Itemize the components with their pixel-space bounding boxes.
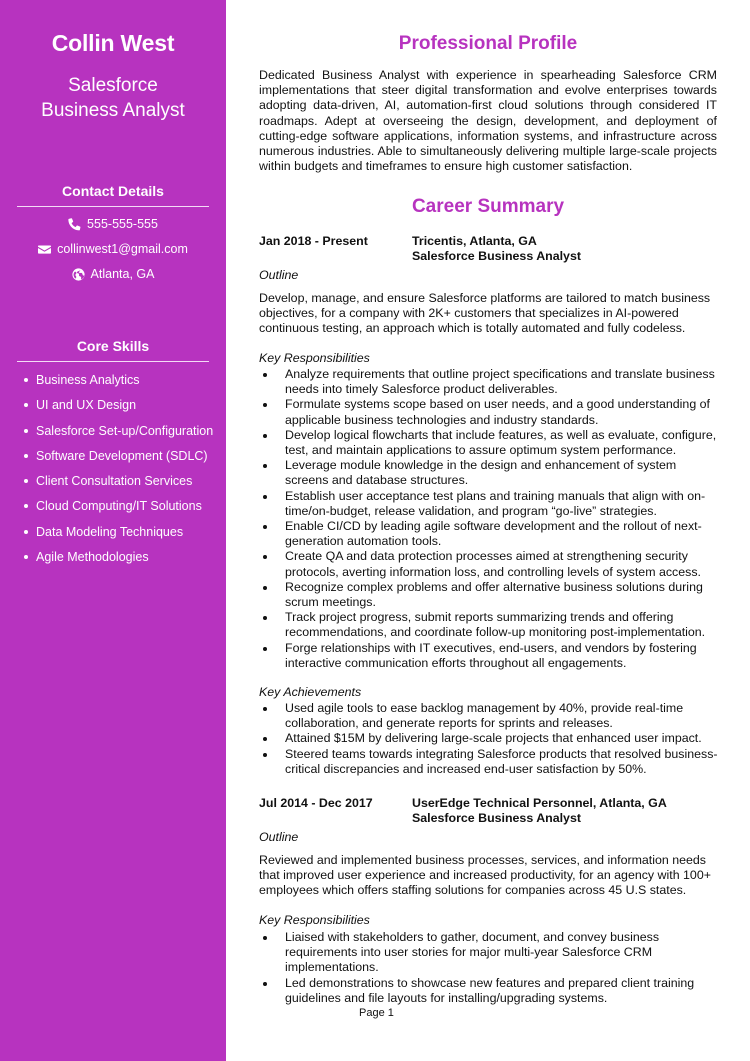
list-item: Salesforce Set-up/Configuration xyxy=(24,423,213,448)
candidate-title: Salesforce Business Analyst xyxy=(41,75,185,121)
list-item: Data Modeling Techniques xyxy=(24,524,213,549)
outline-label: Outline xyxy=(259,830,299,844)
bullet-icon xyxy=(263,555,267,559)
list-item: Create QA and data protection processes aimed at strengthening security protocols, averting information loss, and controlling levels of system access. xyxy=(259,549,719,579)
skills-list xyxy=(24,372,213,574)
bullet-icon xyxy=(24,378,28,382)
bullet-icon xyxy=(24,429,28,433)
bullet-icon xyxy=(263,525,267,529)
bullet-icon xyxy=(263,707,267,711)
page-number: Page 1 xyxy=(359,1007,394,1019)
bullet-icon xyxy=(263,936,267,940)
list-item: Track project progress, submit reports summarizing trends and offering recommendations, and coordinate follow-up monitoring post-implementation. xyxy=(259,610,719,640)
bullet-icon xyxy=(263,647,267,651)
list-item: Business Analytics xyxy=(24,372,213,397)
list-item: Recognize complex problems and offer alternative business solutions during scrum meetings. xyxy=(259,580,719,610)
list-item: Establish user acceptance test plans and training manuals that align with on-time/on-budget, release validation, and program “go-live” strategies. xyxy=(259,489,719,519)
contact-location xyxy=(0,267,226,281)
job-outline: Reviewed and implemented business processes, services, and information needs that improved user experience and increased productivity, for an agency with 100+ employees which offers staffing solutions for companies across 45 U.S states. xyxy=(259,853,711,898)
job-dates: Jan 2018 - Present xyxy=(259,234,368,248)
bullet-icon xyxy=(24,504,28,508)
responsibilities-list xyxy=(259,367,719,671)
list-item: Led demonstrations to showcase new features and prepared client training guidelines and file layouts for installing/upgrading systems. xyxy=(259,976,719,1006)
bullet-icon xyxy=(263,464,267,468)
location-text: Atlanta, GA xyxy=(90,267,155,281)
list-item: Software Development (SDLC) xyxy=(24,448,213,473)
job-company xyxy=(412,234,581,264)
job-outline: Develop, manage, and ensure Salesforce platforms are tailored to match business objectives, for a company with 2K+ customers that specializes in AI-powered continuous testing, an approach which is totally automated and fully codeless. xyxy=(259,291,711,336)
contact-heading: Contact Details xyxy=(17,183,209,207)
phone-text: 555-555-555 xyxy=(87,217,158,231)
job-role: Salesforce Business Analyst xyxy=(412,811,581,826)
bullet-icon xyxy=(24,403,28,407)
bullet-icon xyxy=(263,495,267,499)
list-item: Forge relationships with IT executives, end-users, and vendors by fostering interactive communication efforts throughout all engagements. xyxy=(259,641,719,671)
responsibilities-label: Key Responsibilities xyxy=(259,351,370,365)
company-name: UserEdge Technical Personnel, Atlanta, GA xyxy=(412,796,667,810)
job-dates: Jul 2014 - Dec 2017 xyxy=(259,796,373,810)
company-name: Tricentis, Atlanta, GA xyxy=(412,234,537,248)
contact-email xyxy=(0,242,226,256)
globe-icon xyxy=(72,268,85,281)
job-company xyxy=(412,796,667,826)
contact-phone xyxy=(0,217,226,231)
skills-heading: Core Skills xyxy=(17,338,209,362)
email-text: collinwest1@gmail.com xyxy=(57,242,188,256)
list-item: Analyze requirements that outline project specifications and translate business needs into timely Salesforce product deliverables. xyxy=(259,367,719,397)
bullet-icon xyxy=(263,753,267,757)
list-item: Liaised with stakeholders to gather, document, and convey business requirements into user stories for major multi-year Salesforce CRM implementations. xyxy=(259,930,719,976)
profile-heading: Professional Profile xyxy=(398,33,578,54)
bullet-icon xyxy=(263,434,267,438)
outline-label: Outline xyxy=(259,268,299,282)
bullet-icon xyxy=(263,982,267,986)
list-item: Leverage module knowledge in the design and enhancement of system screens and database structures. xyxy=(259,458,719,488)
bullet-icon xyxy=(24,530,28,534)
bullet-icon xyxy=(263,737,267,741)
list-item: Client Consultation Services xyxy=(24,473,213,498)
list-item: Attained $15M by delivering large-scale projects that enhanced user impact. xyxy=(259,731,719,746)
bullet-icon xyxy=(24,555,28,559)
sidebar xyxy=(0,0,226,1061)
candidate-name: Collin West xyxy=(51,30,175,56)
envelope-icon xyxy=(38,243,51,256)
bullet-icon xyxy=(263,616,267,620)
bullet-icon xyxy=(263,373,267,377)
list-item: Develop logical flowcharts that include features, as well as evaluate, configure, test, and maintain applications to assure optimum system performance. xyxy=(259,428,719,458)
phone-icon xyxy=(68,218,81,231)
achievements-label: Key Achievements xyxy=(259,685,362,699)
bullet-icon xyxy=(263,586,267,590)
list-item: Enable CI/CD by leading agile software development and the rollout of next-generation automation tools. xyxy=(259,519,719,549)
bullet-icon xyxy=(263,403,267,407)
career-heading: Career Summary xyxy=(411,196,565,217)
bullet-icon xyxy=(24,454,28,458)
job-role: Salesforce Business Analyst xyxy=(412,249,581,264)
list-item: Cloud Computing/IT Solutions xyxy=(24,498,213,523)
list-item: Agile Methodologies xyxy=(24,549,213,574)
bullet-icon xyxy=(24,479,28,483)
achievements-list xyxy=(259,701,719,777)
list-item: Steered teams towards integrating Salesforce products that resolved business-critical discrepancies and increased end-user satisfaction by 50%. xyxy=(259,747,719,777)
list-item: Formulate systems scope based on user needs, and a good understanding of applicable business technologies and industry standards. xyxy=(259,397,719,427)
responsibilities-list xyxy=(259,930,719,1006)
list-item: Used agile tools to ease backlog management by 40%, provide real-time collaboration, and generate reports for sprints and releases. xyxy=(259,701,719,731)
profile-text: Dedicated Business Analyst with experience in spearheading Salesforce CRM implementations that steer digital transformation and evolve enterprises towards adopting data-driven, AI, automation-first cloud solutions through considered IT roadmaps. Adept at overseeing the design, development, and deployment of cutting-edge software applications, information systems, and infrastructure across numerous industries. Able to simultaneously delivering multiple large-scale projects within budgets and timeframes to ensure high customer satisfaction. xyxy=(259,68,717,174)
list-item: UI and UX Design xyxy=(24,397,213,422)
responsibilities-label: Key Responsibilities xyxy=(259,913,370,927)
